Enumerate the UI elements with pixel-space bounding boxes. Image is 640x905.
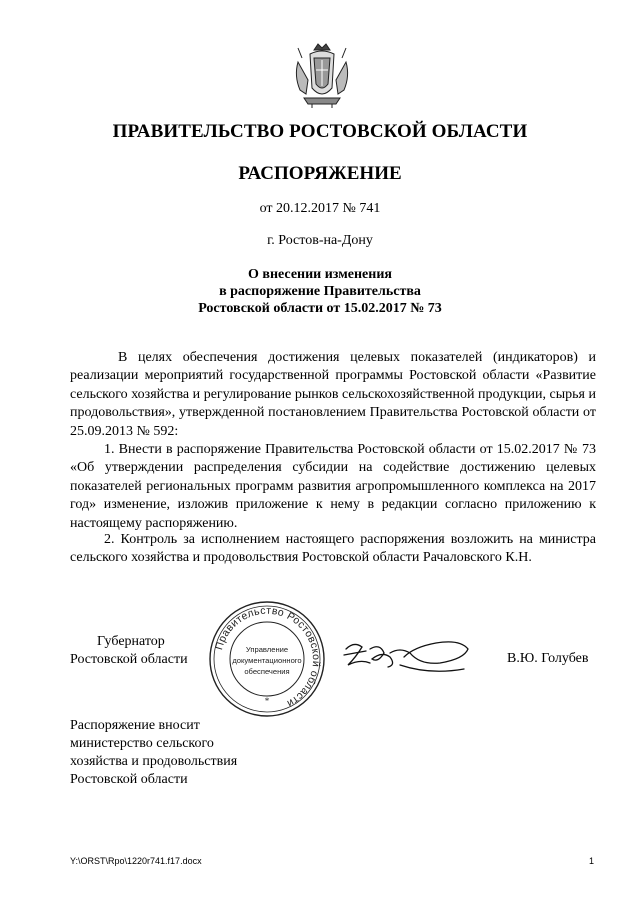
- signatory-title-line: Губернатор: [97, 634, 165, 649]
- city: г. Ростов-на-Дону: [267, 233, 373, 248]
- date-and-number: от 20.12.2017 № 741: [259, 201, 381, 216]
- stamp-inner-text: Управление: [245, 645, 289, 654]
- stamp-ring-text: Правительство Ростовской области: [213, 604, 323, 710]
- submitter-note-line: Распоряжение вносит: [70, 718, 200, 733]
- submitter-note-line: Ростовской области: [70, 772, 188, 787]
- signatory-title-line: Ростовской области: [70, 652, 188, 667]
- page-number: 1: [589, 856, 595, 866]
- intro-paragraph: В целях обеспечения достижения целевых показателей (индикаторов) и реализации мероприятий государственной программы Ростовской области «Развитие сельского хозяйства и регулирование рынков сельскохозяйственной продукции, сырья и продовольствия», утвержденной постановлением Правительства Ростовской области от 25.09.2013 № 592:: [70, 350, 596, 439]
- submitter-note-line: министерство сельского: [70, 736, 214, 751]
- clause-1: 1. Внести в распоряжение Правительства Ростовской области от 15.02.2017 № 73 «Об утверждении распределения субсидии на содействие достижению целевых показателей региональных программ развития агропромышленного комплекса на 2017 год» изменение, изложив приложение к нему в редакции согласно приложению к настоящему распоряжению.: [70, 442, 596, 531]
- document-subject: [0, 266, 640, 317]
- stamp-inner-text: документационного: [232, 656, 302, 665]
- stamp-inner-text: обеспечения: [244, 667, 290, 676]
- signatory-title: [70, 633, 188, 669]
- handwritten-signature: [340, 635, 480, 680]
- submitter-note: [70, 717, 237, 789]
- coat-of-arms-emblem: [292, 40, 352, 110]
- footer-file-path: Y:\ORST\Rpo\1220r741.f17.docx: [70, 856, 202, 866]
- subject-line: Ростовской области от 15.02.2017 № 73: [198, 301, 442, 316]
- clause-2: 2. Контроль за исполнением настоящего распоряжения возложить на министра сельского хозяйства и продовольствия Ростовской области Рачаловского К.Н.: [70, 532, 596, 566]
- subject-line: в распоряжение Правительства: [219, 284, 421, 299]
- organization-title: ПРАВИТЕЛЬСТВО РОСТОВСКОЙ ОБЛАСТИ: [112, 121, 528, 142]
- submitter-note-line: хозяйства и продовольствия: [70, 754, 238, 769]
- signatory-name: В.Ю. Голубев: [507, 651, 589, 666]
- svg-text:*: *: [264, 696, 270, 706]
- subject-line: О внесении изменения: [248, 267, 392, 282]
- document-type: РАСПОРЯЖЕНИЕ: [238, 163, 402, 184]
- official-stamp: [205, 600, 330, 718]
